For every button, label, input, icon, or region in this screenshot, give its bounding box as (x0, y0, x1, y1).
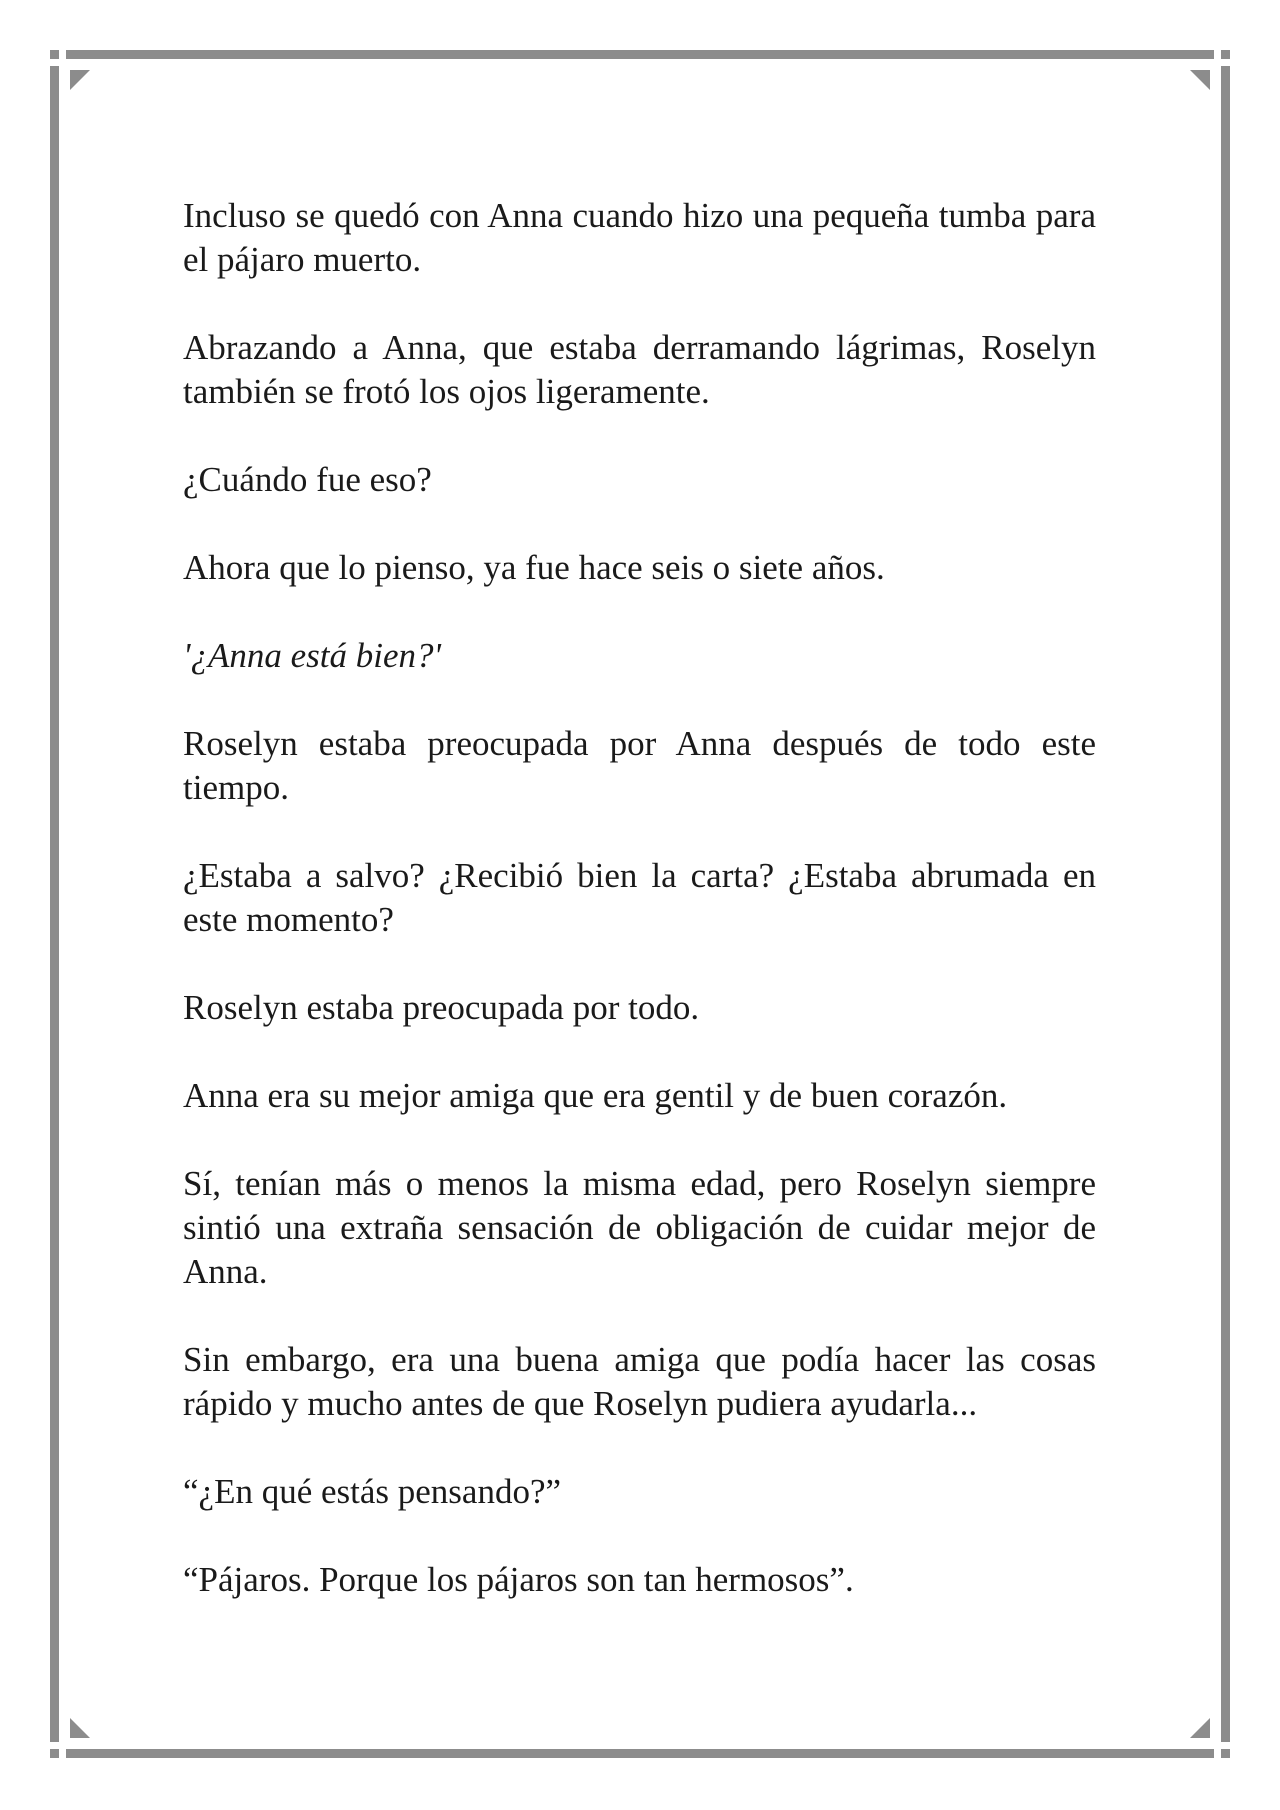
paragraph: Incluso se quedó con Anna cuando hizo una pequeña tumba para el pájaro muerto. (183, 196, 1096, 279)
frame-corner-square-tr (1221, 50, 1230, 59)
paragraph: Anna era su mejor amiga que era gentil y de buen corazón. (183, 1076, 1008, 1115)
paragraph: Roselyn estaba preocupada por Anna después de todo este tiempo. (183, 724, 1096, 807)
paragraph: ¿Estaba a salvo? ¿Recibió bien la carta? ¿Estaba abrumada en este momento? (183, 856, 1096, 939)
frame-corner-square-br (1221, 1749, 1230, 1758)
frame-right-border (1221, 66, 1230, 1742)
paragraph: Ahora que lo pienso, ya fue hace seis o siete años. (183, 548, 885, 587)
frame-corner-square-tl (50, 50, 59, 59)
paragraph-dialogue: “¿En qué estás pensando?” (183, 1472, 562, 1511)
frame-left-border (50, 66, 59, 1742)
paragraph: Sí, tenían más o menos la misma edad, pero Roselyn siempre sintió una extraña sensación de obligación de cuidar mejor de Anna. (183, 1164, 1096, 1291)
paragraph-dialogue: “Pájaros. Porque los pájaros son tan hermosos”. (183, 1560, 854, 1599)
frame-corner-triangle-bl (70, 1718, 90, 1738)
frame-top-border (66, 50, 1214, 59)
page-body-text (183, 194, 1096, 1646)
frame-corner-triangle-tr (1190, 70, 1210, 90)
paragraph: Abrazando a Anna, que estaba derramando lágrimas, Roselyn también se frotó los ojos ligeramente. (183, 328, 1096, 411)
frame-corner-triangle-tl (70, 70, 90, 90)
frame-corner-square-bl (50, 1749, 59, 1758)
paragraph-thought: '¿Anna está bien?' (183, 636, 441, 675)
frame-corner-triangle-br (1190, 1718, 1210, 1738)
paragraph: ¿Cuándo fue eso? (183, 460, 432, 499)
paragraph: Sin embargo, era una buena amiga que podía hacer las cosas rápido y mucho antes de que Roselyn pudiera ayudarla... (183, 1340, 1096, 1423)
paragraph: Roselyn estaba preocupada por todo. (183, 988, 700, 1027)
frame-bottom-border (66, 1749, 1214, 1758)
